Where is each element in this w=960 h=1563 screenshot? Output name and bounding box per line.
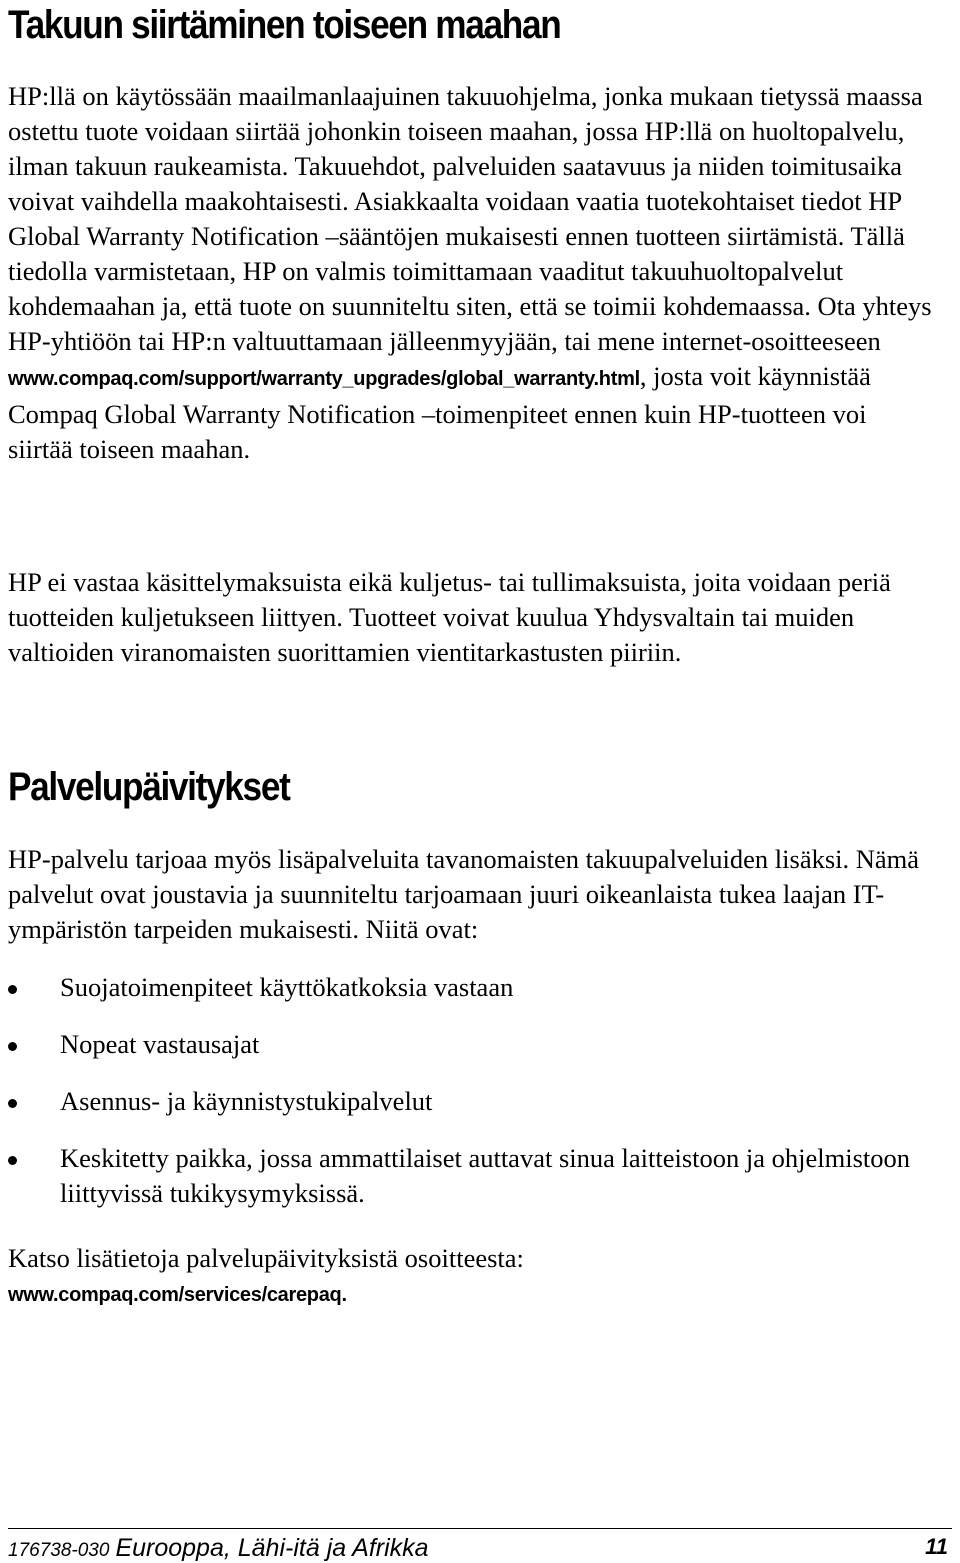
carepaq-link[interactable]: www.compaq.com/services/carepaq. (8, 1284, 347, 1306)
document-code: 176738-030 (8, 1540, 110, 1561)
page-number: 11 (925, 1534, 948, 1559)
list-item-text: Nopeat vastausajat (60, 1029, 260, 1059)
service-list (8, 970, 943, 1233)
bullet-icon (8, 985, 17, 994)
list-item (8, 1141, 943, 1211)
paragraph-text-part1: HP:llä on käytössään maailmanlaajuinen takuuohjelma, jonka mukaan tietyssä maassa ostettu tuote voidaan siirtää johonkin toiseen maahan, jossa HP:llä on huoltopalvelu, ilman takuun raukeamista. Takuuehdot, palveluiden saatavuus ja niiden toimitusaika voivat vaihdella maakohtaisesti. Asiakkaalta voidaan vaatia tuotekohtaiset tiedot HP Global Warranty Notification –sääntöjen mukaisesti ennen tuotteen siirtämistä. Tällä tiedolla varmistetaan, HP on valmis toimittamaan vaaditut takuuhuoltopalvelut kohdemaahan ja, että tuote on suunniteltu siten, että se toimii kohdemaassa. Ota yhteys HP-yhtiöön tai HP:n valtuuttamaan jälleenmyyjään, tai mene internet-osoitteeseen (8, 81, 932, 356)
bullet-icon (8, 1099, 17, 1108)
bullet-icon (8, 1156, 17, 1165)
paragraph-fees: HP ei vastaa käsittelymaksuista eikä kuljetus- tai tullimaksuista, joita voidaan periä tuotteiden kuljetukseen liittyen. Tuotteet voivat kuulua Yhdysvaltain tai muiden valtioiden viranomaisten suorittamien vientitarkastusten piiriin. (8, 567, 891, 667)
paragraph-service-intro: HP-palvelu tarjoaa myös lisäpalveluita tavanomaisten takuupalveluiden lisäksi. Nämä palvelut ovat joustavia ja suunniteltu tarjoamaan juuri oikeanlaista tukea laajan IT-ympäristön tarpeiden mukaisesti. Niitä ovat: (8, 844, 920, 944)
section-title-warranty-transfer: Takuun siirtäminen toiseen maahan (8, 3, 561, 47)
page-footer (8, 1534, 952, 1562)
list-item-text: Suojatoimenpiteet käyttökatkoksia vastaan (60, 972, 514, 1002)
global-warranty-link[interactable]: www.compaq.com/support/warranty_upgrades/global_warranty.html (8, 368, 640, 390)
footer-region: Eurooppa, Lähi-itä ja Afrikka (115, 1534, 429, 1562)
list-item (8, 970, 943, 1005)
list-item-text: Keskitetty paikka, jossa ammattilaiset auttavat sinua laitteistoon ja ohjelmistoon liittyvissä tukikysymyksissä. (60, 1143, 911, 1208)
list-item-text: Asennus- ja käynnistystukipalvelut (60, 1086, 433, 1116)
bullet-icon (8, 1042, 17, 1051)
paragraph-warranty-transfer (8, 79, 933, 467)
section-title-service-upgrades: Palvelupäivitykset (8, 765, 290, 809)
paragraph-text-part2: , josta voit käynnistää Compaq Global Warranty Notification –toimenpiteet ennen kuin HP-tuotteen voi siirtää toiseen maahan. (8, 361, 871, 464)
paragraph-more-info (8, 1241, 933, 1313)
list-item (8, 1027, 943, 1062)
more-info-text: Katso lisätietoja palvelupäivityksistä osoitteesta: (8, 1243, 524, 1273)
footer-divider (8, 1528, 952, 1529)
list-item (8, 1084, 943, 1119)
